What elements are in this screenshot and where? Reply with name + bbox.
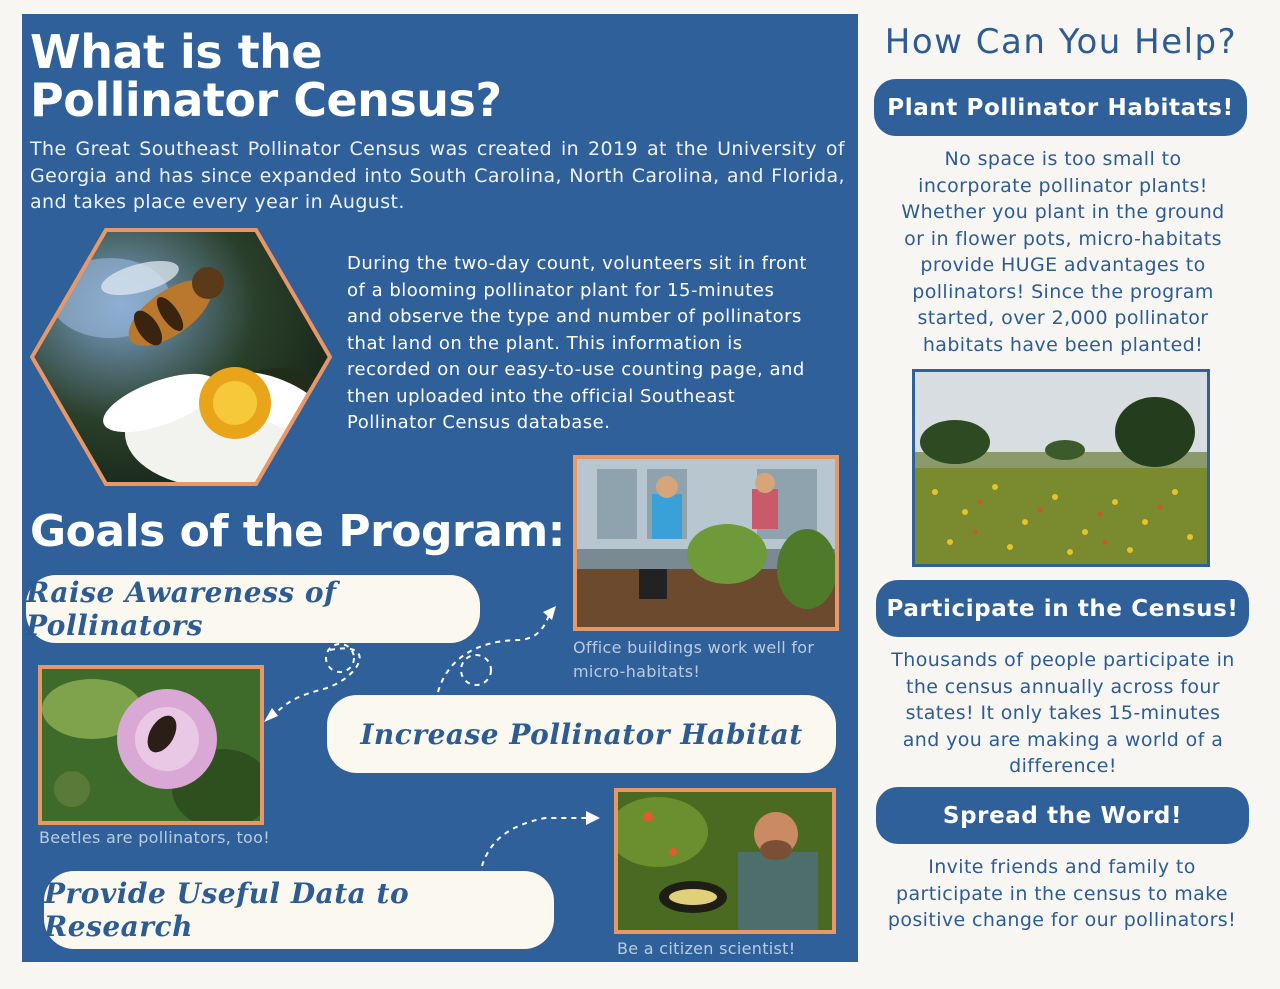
title-line-2: Pollinator Census?	[30, 73, 502, 127]
intro-paragraph: The Great Southeast Pollinator Census was created in 2019 at the University of Georgia and has since expanded into South Carolina, North Carolina, and Florida, and takes place every year in August.	[30, 138, 845, 213]
spread-word-text: Invite friends and family to participate in the census to make positive change for our pollinators!	[887, 856, 1237, 931]
participate-census-button[interactable]	[876, 580, 1249, 637]
plant-habitats-button[interactable]	[874, 79, 1247, 136]
plant-habitats-text: No space is too small to incorporate pollinator plants! Whether you plant in the ground or in flower pots, micro-habitats provide HUGE advantages to pollinators! Since the program started, over 2,000 pollinator habitats have been planted!	[901, 148, 1225, 356]
title-line-1: What is the	[30, 25, 323, 79]
wildflower-field-photo	[912, 369, 1210, 567]
button-label: Participate in the Census!	[886, 595, 1239, 622]
office-caption: Office buildings work well for micro-habitats!	[573, 638, 815, 681]
office-garden-photo	[573, 455, 839, 631]
goal-label: Raise Awareness of Pollinators	[26, 576, 337, 642]
bee-hexagon-photo	[30, 228, 332, 486]
goal-raise-awareness	[26, 575, 480, 643]
beetle-thistle-photo	[38, 665, 264, 825]
help-heading: How Can You Help?	[884, 22, 1238, 62]
button-label: Spread the Word!	[942, 802, 1183, 829]
census-description: During the two-day count, volunteers sit in front of a blooming pollinator plant for 15-minutes and observe the type and number of pollinators that land on the plant. This information is recorded on our easy-to-use counting page, and then uploaded into the official Southeast Pollinator Census database.	[347, 253, 807, 433]
beetle-caption: Beetles are pollinators, too!	[39, 828, 270, 847]
goal-provide-data	[44, 871, 554, 949]
goal-label: Provide Useful Data to Research	[44, 877, 410, 943]
goal-increase-habitat	[327, 695, 836, 773]
goals-heading: Goals of the Program:	[30, 506, 565, 557]
scientist-butterfly-photo	[614, 788, 836, 934]
goal-label: Increase Pollinator Habitat	[360, 717, 803, 751]
scientist-caption: Be a citizen scientist!	[617, 939, 796, 958]
participate-census-text: Thousands of people participate in the census annually across four states! It only takes 15-minutes and you are making a world of a difference!	[891, 649, 1235, 777]
page-title	[30, 25, 502, 127]
spread-word-button[interactable]	[876, 787, 1249, 844]
button-label: Plant Pollinator Habitats!	[887, 94, 1234, 121]
